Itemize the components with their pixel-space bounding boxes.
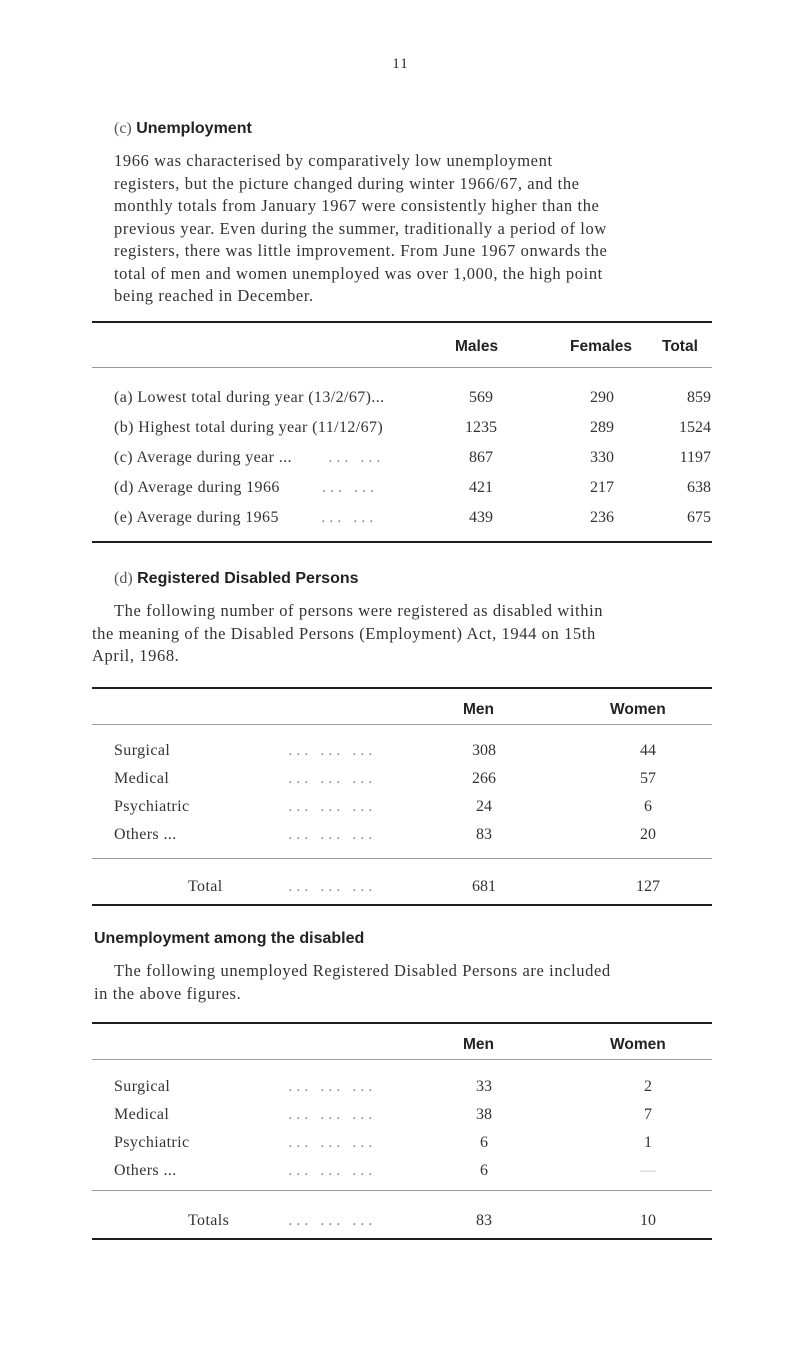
table-row <box>114 1134 376 1152</box>
row-label: Surgical <box>114 1078 171 1095</box>
table-total-rule <box>92 858 712 859</box>
men-total: 681 <box>472 878 496 895</box>
table-top-rule <box>92 1022 712 1024</box>
table-bottom-rule <box>92 1238 712 1240</box>
paragraph-line: registers, there was little improvement. From June 1967 onwards the <box>114 241 608 260</box>
men-value: 24 <box>476 798 492 815</box>
row-label: (c) Average during year ... <box>114 449 292 466</box>
males-value: 867 <box>469 449 493 466</box>
men-total: 83 <box>476 1212 492 1229</box>
page-number: 11 <box>392 56 409 72</box>
table-row <box>114 1078 376 1096</box>
table-row <box>114 389 385 407</box>
table-header-rule <box>92 367 712 368</box>
table-row <box>114 1162 376 1180</box>
section-e-heading <box>94 930 364 948</box>
table-total-rule <box>92 1190 712 1191</box>
total-value: 638 <box>687 479 711 496</box>
women-value: 44 <box>640 742 656 759</box>
section-d-title: Registered Disabled Persons <box>137 570 359 587</box>
women-value: 20 <box>640 826 656 843</box>
women-total: 127 <box>636 878 660 895</box>
women-value: — <box>640 1162 656 1179</box>
men-value: 33 <box>476 1078 492 1095</box>
paragraph-line: 1966 was characterised by comparatively low unemployment <box>114 151 553 170</box>
table-top-rule <box>92 687 712 689</box>
leader-dots: ... ... ... <box>288 742 377 759</box>
row-label: Psychiatric <box>114 1134 190 1151</box>
section-d-prefix: (d) <box>114 570 133 587</box>
women-value: 57 <box>640 770 656 787</box>
males-value: 569 <box>469 389 493 406</box>
females-value: 290 <box>590 389 614 406</box>
column-header-women: Women <box>610 701 666 718</box>
section-d-heading <box>114 570 359 588</box>
table-total-row <box>188 1212 376 1230</box>
paragraph-line: the meaning of the Disabled Persons (Employment) Act, 1944 on 15th <box>92 623 596 643</box>
women-value: 1 <box>644 1134 652 1151</box>
column-header-total: Total <box>662 338 698 355</box>
table-row <box>114 770 376 788</box>
row-label: Surgical <box>114 742 171 759</box>
males-value: 1235 <box>465 419 497 436</box>
section-e-title: Unemployment among the disabled <box>94 930 365 947</box>
leader-dots: ... ... ... <box>288 1212 377 1229</box>
total-label: Total <box>188 878 223 895</box>
females-value: 330 <box>590 449 614 466</box>
row-label: (b) Highest total during year (11/12/67) <box>114 419 384 436</box>
row-label: (a) Lowest total during year (13/2/67)... <box>114 389 385 406</box>
total-value: 1524 <box>679 419 711 436</box>
section-e-paragraph <box>94 960 712 1005</box>
women-value: 6 <box>644 798 652 815</box>
table-row <box>114 509 377 527</box>
table-top-rule <box>92 321 712 323</box>
table-header-rule <box>92 1059 712 1060</box>
section-c-prefix: (c) <box>114 120 132 137</box>
table-row <box>114 826 376 844</box>
leader-dots: ... ... ... <box>288 1162 377 1179</box>
section-d-paragraph <box>92 600 712 668</box>
row-label: (d) Average during 1966 <box>114 479 280 496</box>
table-bottom-rule <box>92 904 712 906</box>
row-label: Others ... <box>114 826 177 843</box>
men-value: 308 <box>472 742 496 759</box>
total-value: 1197 <box>679 449 711 466</box>
leader-dots: ... ... <box>328 449 385 466</box>
females-value: 236 <box>590 509 614 526</box>
total-label: Totals <box>188 1212 230 1229</box>
column-header-men: Men <box>463 1036 494 1053</box>
leader-dots: ... ... <box>321 509 378 526</box>
paragraph-line: The following number of persons were registered as disabled within <box>114 601 604 620</box>
women-value: 7 <box>644 1106 652 1123</box>
table-bottom-rule <box>92 541 712 543</box>
leader-dots: ... ... ... <box>288 826 377 843</box>
table-total-row <box>188 878 376 896</box>
females-value: 289 <box>590 419 614 436</box>
men-value: 6 <box>480 1162 488 1179</box>
leader-dots: ... ... ... <box>288 1106 377 1123</box>
row-label: Others ... <box>114 1162 177 1179</box>
men-value: 266 <box>472 770 496 787</box>
table-row <box>114 798 376 816</box>
paragraph-line: monthly totals from January 1967 were consistently higher than the <box>114 196 600 215</box>
row-label: Medical <box>114 1106 170 1123</box>
men-value: 83 <box>476 826 492 843</box>
table-row <box>114 419 383 437</box>
paragraph-line: total of men and women unemployed was over 1,000, the high point <box>114 263 603 283</box>
section-c-paragraph <box>114 150 712 308</box>
paragraph-line: in the above figures. <box>94 983 242 1003</box>
paragraph-line: April, 1968. <box>92 646 180 665</box>
column-header-men: Men <box>463 701 494 718</box>
column-header-males: Males <box>455 338 499 355</box>
men-value: 6 <box>480 1134 488 1151</box>
row-label: Psychiatric <box>114 798 190 815</box>
table-row <box>114 479 378 497</box>
row-label: Medical <box>114 770 170 787</box>
table-row <box>114 449 384 467</box>
section-c-heading <box>114 120 252 138</box>
total-value: 859 <box>687 389 711 406</box>
paragraph-line: registers, but the picture changed during winter 1966/67, and the <box>114 173 580 193</box>
females-value: 217 <box>590 479 614 496</box>
paragraph-line: previous year. Even during the summer, traditionally a period of low <box>114 218 607 238</box>
paragraph-line: being reached in December. <box>114 286 314 305</box>
women-value: 2 <box>644 1078 652 1095</box>
total-value: 675 <box>687 509 711 526</box>
leader-dots: ... ... ... <box>288 798 377 815</box>
males-value: 421 <box>469 479 493 496</box>
leader-dots: ... ... ... <box>288 878 377 895</box>
table-row <box>114 1106 376 1124</box>
males-value: 439 <box>469 509 493 526</box>
column-header-females: Females <box>570 338 633 355</box>
women-total: 10 <box>640 1212 656 1229</box>
paragraph-line: The following unemployed Registered Disabled Persons are included <box>114 961 611 980</box>
table-header-rule <box>92 724 712 725</box>
section-c-title: Unemployment <box>136 120 252 137</box>
men-value: 38 <box>476 1106 492 1123</box>
column-header-women: Women <box>610 1036 666 1053</box>
row-label: (e) Average during 1965 <box>114 509 279 526</box>
leader-dots: ... ... ... <box>288 770 377 787</box>
leader-dots: ... ... ... <box>288 1078 377 1095</box>
leader-dots: ... ... ... <box>288 1134 377 1151</box>
leader-dots: ... ... <box>322 479 379 496</box>
table-row <box>114 742 376 760</box>
